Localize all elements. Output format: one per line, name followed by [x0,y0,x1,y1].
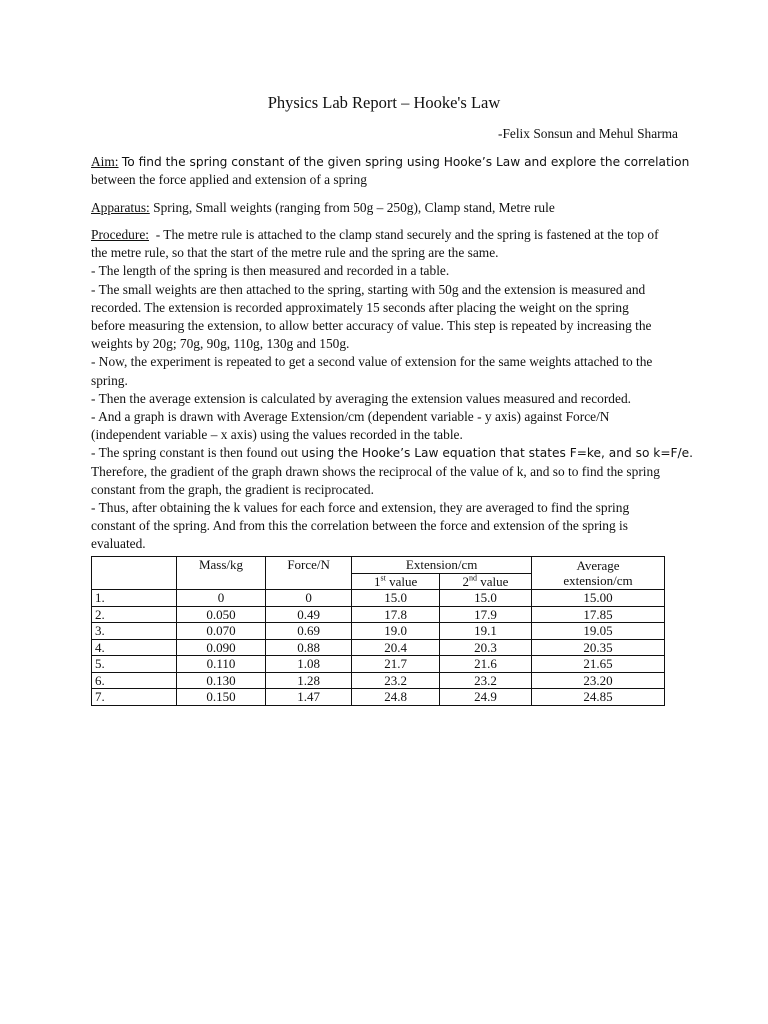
authors-line: -Felix Sonsun and Mehul Sharma [497,126,678,141]
procedure-text-13a: - The spring constant is then found out [91,445,302,461]
apparatus-section [91,199,679,217]
table-row [92,689,665,706]
header-index [92,557,177,590]
cell-average: 21.65 [532,656,665,673]
procedure-line-13 [91,444,694,462]
header-second-base: 2 [462,573,469,589]
header-first-rest: value [385,573,418,589]
procedure-line-17: constant of the spring. And from this the correlation between the force and extension of the spring is [91,518,628,534]
procedure-line-15: constant from the graph, the gradient is reciprocated. [91,481,374,497]
header-second-value [439,573,531,590]
procedure-line-18: evaluated. [91,536,146,552]
procedure-text-1: - The metre rule is attached to the clamp stand securely and the spring is fastened at the top of [155,227,659,242]
header-second-sup: nd [468,573,477,583]
cell-mass: 0.070 [177,623,266,640]
cell-second-value: 17.9 [439,606,531,623]
page-title: Physics Lab Report – Hooke's Law [267,93,501,112]
table-row [92,590,665,607]
header-force: Force/N [265,557,351,590]
header-first-sup: st [380,573,386,583]
cell-average: 17.85 [532,606,665,623]
header-mass: Mass/kg [177,557,266,590]
header-average-line-1: Average [576,557,620,573]
cell-average: 15.00 [532,590,665,607]
header-average [532,557,665,590]
cell-index: 1. [92,590,177,607]
cell-force: 1.47 [265,689,351,706]
procedure-line-5: recorded. The extension is recorded approximately 15 seconds after placing the weight on the spring [91,299,629,315]
cell-force: 0.49 [265,606,351,623]
procedure-section [91,226,694,554]
aim-label: Aim: [91,154,119,169]
cell-first-value: 21.7 [352,656,440,673]
cell-second-value: 24.9 [439,689,531,706]
cell-average: 24.85 [532,689,665,706]
cell-force: 0 [265,590,351,607]
procedure-line-9: spring. [91,372,128,388]
header-second-rest: value [476,573,509,589]
cell-mass: 0.090 [177,639,266,656]
procedure-line-4: - The small weights are then attached to the spring, starting with 50g and the extension is measured and [91,281,646,297]
cell-first-value: 15.0 [352,590,440,607]
cell-force: 0.69 [265,623,351,640]
aim-line-2: between the force applied and extension of a spring [91,172,367,188]
cell-force: 0.88 [265,639,351,656]
table-row [92,606,665,623]
table-row [92,623,665,640]
aim-text-1: To find the spring constant of the given spring using Hooke’s Law and explore the correlation [121,155,690,169]
cell-average: 23.20 [532,672,665,689]
procedure-line-2: the metre rule, so that the start of the metre rule and the spring are the same. [91,245,499,261]
procedure-line-11: - And a graph is drawn with Average Extension/cm (dependent variable - y axis) against Force/N [91,409,610,425]
cell-second-value: 19.1 [439,623,531,640]
cell-index: 5. [92,656,177,673]
cell-index: 4. [92,639,177,656]
cell-first-value: 20.4 [352,639,440,656]
cell-first-value: 23.2 [352,672,440,689]
procedure-line-14: Therefore, the gradient of the graph drawn shows the reciprocal of the value of k, and so to find the spring [91,463,660,479]
cell-second-value: 21.6 [439,656,531,673]
procedure-label: Procedure: [91,227,150,242]
procedure-line-7: weights by 20g; 70g, 90g, 110g, 130g and 150g. [91,336,350,352]
cell-first-value: 24.8 [352,689,440,706]
header-extension: Extension/cm [352,557,532,574]
table-row [92,639,665,656]
procedure-line-16: - Thus, after obtaining the k values for each force and extension, they are averaged to find the spring [91,500,630,516]
cell-index: 2. [92,606,177,623]
table-header-row [92,557,665,574]
header-first-value [352,573,440,590]
cell-force: 1.28 [265,672,351,689]
procedure-text-13b: using the Hooke’s Law equation that states F=ke, and so k=F/e. [301,446,694,461]
cell-mass: 0 [177,590,266,607]
procedure-line-10: - Then the average extension is calculated by averaging the extension values measured and recorded. [91,390,631,406]
cell-mass: 0.150 [177,689,266,706]
procedure-line-8: - Now, the experiment is repeated to get a second value of extension for the same weights attached to the [91,354,653,370]
cell-force: 1.08 [265,656,351,673]
cell-mass: 0.130 [177,672,266,689]
procedure-line-1 [91,226,679,244]
header-average-line-2: extension/cm [563,573,633,588]
cell-index: 7. [92,689,177,706]
procedure-line-6: before measuring the extension, to allow better accuracy of value. This step is repeated by increasing the [91,318,652,334]
cell-average: 20.35 [532,639,665,656]
procedure-line-3: - The length of the spring is then measured and recorded in a table. [91,263,450,279]
cell-first-value: 17.8 [352,606,440,623]
cell-second-value: 23.2 [439,672,531,689]
aim-line-1 [91,153,690,171]
procedure-line-12: (independent variable – x axis) using the values recorded in the table. [91,427,463,443]
cell-mass: 0.050 [177,606,266,623]
cell-mass: 0.110 [177,656,266,673]
cell-index: 6. [92,672,177,689]
results-table [91,556,665,706]
apparatus-line [91,199,679,217]
cell-average: 19.05 [532,623,665,640]
cell-second-value: 20.3 [439,639,531,656]
cell-first-value: 19.0 [352,623,440,640]
cell-second-value: 15.0 [439,590,531,607]
header-first-base: 1 [373,573,381,589]
cell-index: 3. [92,623,177,640]
table-row [92,656,665,673]
apparatus-text: Spring, Small weights (ranging from 50g – 250g), Clamp stand, Metre rule [153,200,555,215]
apparatus-label: Apparatus: [91,200,150,215]
table-row [92,672,665,689]
aim-section [91,153,690,189]
